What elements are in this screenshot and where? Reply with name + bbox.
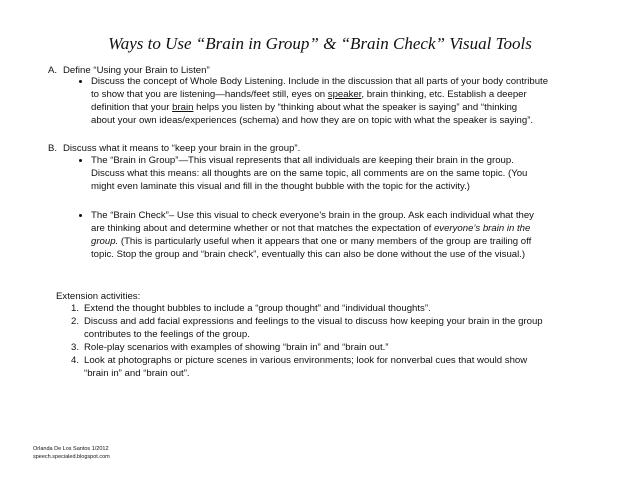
section-a-bullet-line: Discuss the concept of Whole Body Listening. Include in the discussion that all parts of your body contribute: [91, 76, 549, 87]
extension-item: contributes to the feelings of the group.: [84, 329, 250, 340]
section-b-bullet-line: are thinking about and determine whether or not that matches the expectation of everyone’s brain in the: [91, 223, 531, 234]
section-a-heading: Define “Using your Brain to Listen”: [63, 65, 210, 76]
extension-item: Role-play scenarios with examples of showing “brain in” and “brain out.”: [84, 342, 389, 353]
list-number: 3.: [71, 342, 80, 353]
section-a-bullet-line: to show that you are listening—hands/feet still, eyes on speaker, brain thinking, etc. Establish a deeper: [91, 89, 527, 100]
list-number: 1.: [71, 303, 80, 314]
extension-item: Extend the thought bubbles to include a “group thought” and “individual thoughts”.: [84, 303, 431, 314]
section-b-marker: B.: [48, 143, 58, 154]
section-b-bullet-line: The “Brain Check”– Use this visual to check everyone’s brain in the group. Ask each individual what they: [91, 210, 534, 221]
document-title: Ways to Use “Brain in Group” & “Brain Check” Visual Tools: [108, 34, 532, 53]
list-number: 4.: [71, 355, 80, 366]
section-a-bullet-line: about your own ideas/experiences (schema) and how they are on topic with what the speaker is saying”.: [91, 115, 534, 126]
section-b-bullet-line: might even laminate this visual and fill in the thought bubble with the topic for the activity.): [91, 181, 470, 192]
extension-item: Look at photographs or picture scenes in various environments; look for nonverbal cues that would show: [84, 355, 528, 366]
section-b-bullet-line: topic. Stop the group and “brain check”, eventually this can also be done without the use of the visual.): [91, 249, 526, 260]
extension-heading: Extension activities:: [56, 291, 141, 302]
section-a-marker: A.: [48, 65, 58, 76]
section-b-bullet-line: Discuss what this means: all thoughts are on the same topic, all comments are on the same topic. (You: [91, 168, 528, 179]
bullet-dot: [79, 214, 82, 217]
extension-item: Discuss and add facial expressions and feelings to the visual to discuss how keeping your brain in the group: [84, 316, 543, 327]
section-a-bullet-line: definition that your brain helps you listen by “thinking about what the speaker is saying” and “thinking: [91, 102, 518, 113]
section-b-bullet-line: The “Brain in Group”—This visual represents that all individuals are keeping their brain in the group.: [91, 155, 514, 166]
section-b-bullet-line: group. (This is particularly useful when it appears that one or many members of the group are trailing off: [91, 236, 532, 247]
footer-author: Orlanda De Los Santos 1/2012: [33, 446, 109, 452]
extension-item: “brain in” and “brain out”.: [84, 368, 190, 379]
bullet-dot: [79, 159, 82, 162]
bullet-dot: [79, 80, 82, 83]
list-number: 2.: [71, 316, 80, 327]
footer-website: speech.specialed.blogspot.com: [33, 454, 110, 460]
section-b-heading: Discuss what it means to “keep your brain in the group”.: [63, 143, 301, 154]
